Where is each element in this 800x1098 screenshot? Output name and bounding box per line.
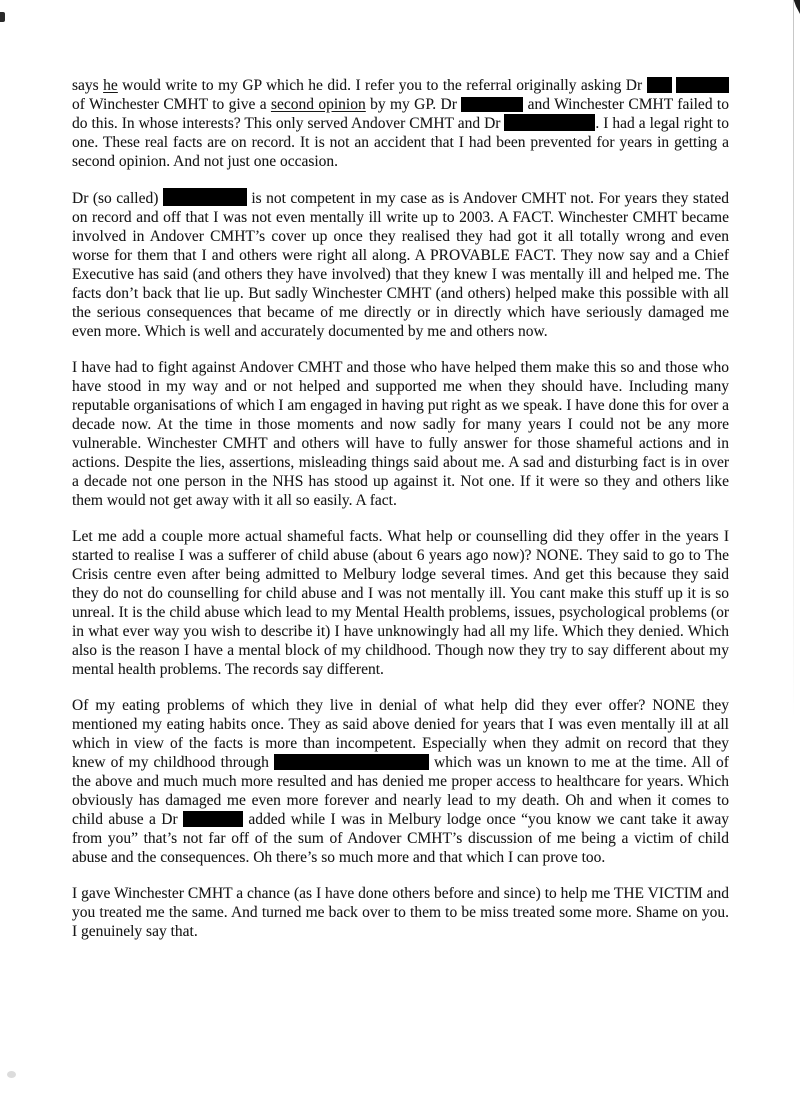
redaction-bar bbox=[504, 114, 595, 131]
text-run: and Winchester CMHT failed to do this. In whose interests? This only served Andover CMHT and Dr bbox=[72, 96, 729, 132]
text-run: by my GP. Dr bbox=[365, 96, 462, 113]
redaction-bar bbox=[676, 77, 729, 93]
scan-smudge-top-left bbox=[0, 12, 5, 22]
redaction-bar bbox=[274, 754, 429, 770]
text-run: added while I was in Melbury lodge once “you know we cant take it away from you” that’s not far off of the sum of Andover CMHT’s discussion of me being a victim of child abuse and the consequences. Oh there’s so much more and that which I can prove too. bbox=[72, 811, 729, 866]
text-run: Dr (so called) bbox=[72, 190, 163, 207]
redaction-bar bbox=[183, 811, 243, 827]
text-run: which was un known to me at the time. All of the above and much much more resulted and has denied me proper access to healthcare for years. Which obviously has damaged me even more forever and nearly lead to my death. Oh and when it comes to child abuse a Dr bbox=[72, 754, 729, 828]
underlined-text: he bbox=[103, 77, 118, 94]
paragraph bbox=[72, 884, 729, 941]
text-run: Of my eating problems of which they live in denial of what help did they ever offer? NONE they mentioned my eating habits once. They as said above denied for years that I was even mentally ill at all which in view of the facts is more than incompetent. Especially when they admit on record that they knew of my childhood through bbox=[72, 697, 729, 771]
text-run: of Winchester CMHT to give a bbox=[72, 96, 271, 113]
paragraph bbox=[72, 76, 729, 171]
text-run: is not competent in my case as is Andover CMHT not. For years they stated on record and off that I was not even mentally ill write up to 2003. A FACT. Winchester CMHT became involved in Andover CMHT’s cover up once they realised they had got it all totally wrong and even worse for them that I and others were right all along. A PROVABLE FACT. They now say and a Chief Executive has said (and others they have involved) that they knew I was mentally ill and helped me. The facts don’t back that lie up. But sadly Winchester CMHT (and others) helped make this possible with all the serious consequences that became of me directly or in directly which have seriously damaged me even more. Which is well and accurately documented by me and others now. bbox=[72, 190, 730, 340]
redaction-bar bbox=[163, 188, 247, 206]
text-run: I gave Winchester CMHT a chance (as I have done others before and since) to help me THE VICTIM and you treated me the same. And turned me back over to them to be miss treated some more. Shame on you. I genuinely say that. bbox=[72, 885, 729, 940]
paragraph bbox=[72, 358, 729, 510]
paragraph bbox=[72, 188, 729, 341]
paragraph bbox=[72, 527, 729, 679]
text-run: Let me add a couple more actual shameful facts. What help or counselling did they offer in the years I started to realise I was a sufferer of child abuse (about 6 years ago now)? NONE. They said to go to The Crisis centre even after being admitted to Melbury lodge several times. And get this because they said they do not do counselling for child abuse and I was not mentally ill. You cant make this stuff up it is so unreal. It is the child abuse which lead to my Mental Health problems, issues, psychological problems (or in what ever way you wish to describe it) I have unknowingly had all my life. Which they denied. Which also is the reason I have a mental block of my childhood. Though now they try to say different about my mental health problems. The records say different. bbox=[72, 528, 729, 678]
paragraph bbox=[72, 696, 729, 867]
redaction-bar bbox=[461, 97, 523, 112]
scan-edge-line-right bbox=[793, 0, 794, 720]
text-run: would write to my GP which he did. I refer you to the referral originally asking Dr bbox=[117, 77, 647, 94]
underlined-text: second opinion bbox=[270, 96, 366, 113]
scan-smudge-bottom-left bbox=[7, 1071, 16, 1078]
letter-body bbox=[72, 76, 729, 958]
text-run: says bbox=[72, 77, 104, 94]
text-run: I have had to fight against Andover CMHT and those who have helped them make this so and those who have stood in my way and or not helped and supported me when they should have. Including many reputable organisations of which I am engaged in having put right as we speak. I have done this for over a decade now. At the time in those moments and now sadly for many years I could not be any more vulnerable. Winchester CMHT and others will have to fully answer for those shameful actions and in actions. Despite the lies, assertions, misleading things said about me. A sad and disturbing fact is in over a decade not one person in the NHS has stood up against it. Not one. If it were so they and others like them would not get away with it all so easily. A fact. bbox=[72, 359, 729, 509]
redaction-bar bbox=[647, 77, 672, 93]
text-run: . I had a legal right to one. These real facts are on record. It is not an accident that I had been prevented for years in getting a second opinion. And not just one occasion. bbox=[72, 115, 729, 170]
